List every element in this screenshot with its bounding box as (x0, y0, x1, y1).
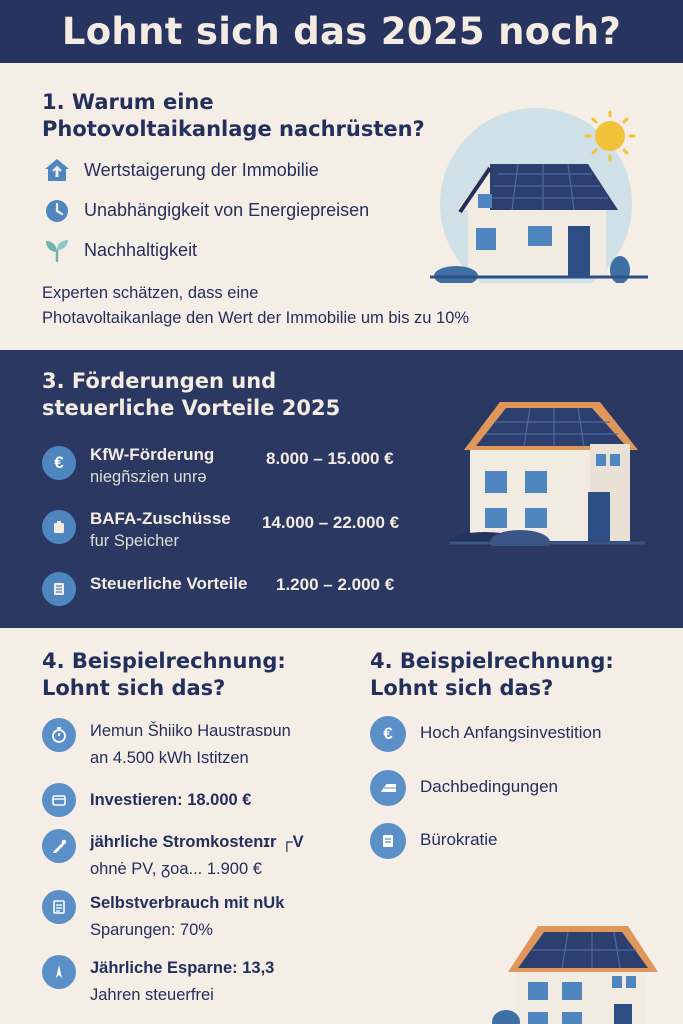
section2-heading-line2: steuerliche Vorteile 2025 (42, 396, 341, 420)
benefit-item-independence (42, 195, 369, 225)
section1-heading-line1: 1. Warum eine (42, 90, 214, 114)
section3-right-heading-line1: 4. Beispielrechnung: (370, 649, 614, 673)
list-icon (42, 890, 76, 924)
calc-item-investment (42, 783, 251, 817)
calc-line2: an 4.500 kWh Istitzen (90, 749, 249, 767)
expert-note (42, 281, 469, 331)
section1-heading-line2: Photovoltaikanlage nachrüsten? (42, 117, 425, 141)
calc-item-savings (42, 955, 274, 1009)
calc-line1: Investieren: 18.000 € (90, 791, 252, 809)
house-illustration (450, 396, 645, 546)
challenge-item-roof (370, 770, 558, 806)
funding-amount: 8.000 – 15.000 € (266, 449, 394, 468)
section1-heading (42, 89, 425, 143)
house-sun-illustration (428, 108, 658, 283)
section-why-retrofit (0, 63, 683, 350)
battery-icon (42, 510, 76, 544)
challenge-item-bureaucracy (370, 823, 497, 859)
calc-line2: Jahren steuerfrei (90, 986, 214, 1004)
benefit-item-sustainability (42, 235, 197, 265)
pen-icon (42, 829, 76, 863)
compass-icon (42, 955, 76, 989)
calc-item-electricity-cost (42, 829, 304, 883)
funding-title: KfW-Förderung (90, 445, 215, 464)
section2-heading (42, 368, 340, 422)
benefit-label: Nachhaltigkeit (84, 239, 198, 260)
house-illustration-small (488, 924, 668, 1024)
section-funding (0, 350, 683, 628)
header-banner (0, 0, 683, 63)
calc-line1: Jährliche Esparne: 13,3 (90, 959, 275, 977)
calc-line2: ohnė PV, ᵹoa... 1.900 € (90, 860, 262, 878)
challenge-label: Dachbedingungen (420, 777, 559, 796)
funding-item-tax (42, 570, 247, 606)
funding-title: Steuerliche Vorteile (90, 574, 248, 593)
calc-item-self-consumption (42, 890, 284, 944)
benefit-label: Wertstaigerung der Immobilie (84, 159, 319, 180)
document-icon (42, 572, 76, 606)
section-example-calc (0, 628, 683, 1024)
challenge-label: Bürokratie (420, 830, 498, 849)
page-title: Lohnt sich das 2025 noch? (61, 10, 622, 53)
section3-right-heading (370, 648, 614, 702)
section3-right-heading-line2: Lohnt sich das? (370, 676, 554, 700)
section2-heading-line1: 3. Förderungen und (42, 369, 277, 393)
timer-icon (42, 718, 76, 752)
clock-icon (42, 195, 72, 225)
challenge-label: Hoch Anfangsinvestition (420, 723, 602, 742)
euro-icon: € (370, 716, 406, 752)
calc-line2: Sparungen: 70% (90, 921, 213, 939)
section3-left-heading (42, 648, 286, 702)
funding-subtitle: fur Speicher (90, 532, 179, 550)
calc-line1: Selbstverbrauch mit nUk (90, 894, 285, 912)
funding-title: BAFA-Zuschüsse (90, 509, 231, 528)
funding-item-bafa (42, 508, 231, 552)
benefit-label: Unabhängigkeit von Energiepreisen (84, 199, 370, 220)
document-icon (370, 823, 406, 859)
roof-icon (370, 770, 406, 806)
expert-note-line1: Experten schätzen, dass eine (42, 284, 259, 302)
funding-item-kfw (42, 444, 214, 488)
benefit-item-value (42, 155, 319, 185)
euro-icon: € (42, 446, 76, 480)
calc-line1: jährliche Stromkostenɪr ┌V (90, 833, 304, 851)
calc-item-consumption (42, 718, 291, 772)
funding-amount: 1.200 – 2.000 € (276, 575, 395, 594)
funding-amount: 14.000 – 22.000 € (262, 513, 400, 532)
leaf-icon (42, 235, 72, 265)
section3-left-heading-line2: Lohnt sich das? (42, 676, 226, 700)
expert-note-line2: Photavoltaikanlage den Wert der Immobilie um bis zu 10% (42, 309, 470, 327)
challenge-item-investment (370, 716, 601, 752)
wallet-icon (42, 783, 76, 817)
section3-left-heading-line1: 4. Beispielrechnung: (42, 649, 286, 673)
house-icon (42, 155, 72, 185)
calc-line1: Иemun Šhiiko Haustrasɒun (90, 722, 291, 740)
funding-subtitle: niegñszien unrə (90, 468, 207, 486)
